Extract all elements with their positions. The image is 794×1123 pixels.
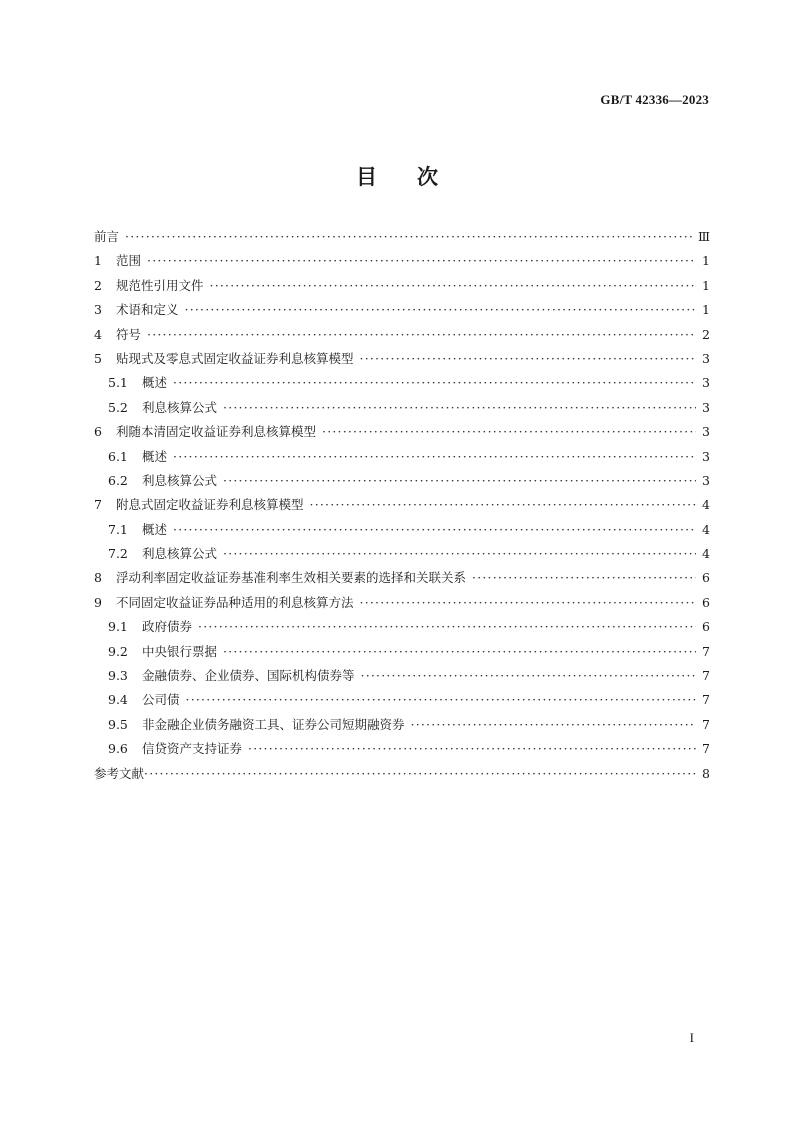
toc-entry-label: 概述: [142, 448, 168, 464]
toc-entry[interactable]: [94, 225, 710, 249]
toc-entry-label: 参考文献: [94, 765, 145, 781]
toc-entry-page: 1: [702, 253, 710, 269]
toc-entry-page: Ⅲ: [697, 229, 710, 244]
toc-entry-label: 术语和定义: [116, 302, 179, 318]
toc-entry-number: 7.2: [108, 546, 128, 562]
toc-entry-page: 3: [702, 424, 710, 440]
toc-entry-label: 概述: [142, 521, 168, 537]
toc-entry-label: 概述: [142, 375, 168, 391]
toc-entry[interactable]: [94, 713, 710, 737]
toc-entry-number: 8: [94, 570, 102, 586]
toc-entry[interactable]: [94, 518, 710, 542]
toc-entry[interactable]: [94, 615, 710, 639]
toc-entry-number: 9.3: [108, 668, 128, 684]
toc-entry[interactable]: [94, 323, 710, 347]
toc-entry[interactable]: [94, 298, 710, 322]
toc-entry[interactable]: [94, 640, 710, 664]
toc-entry-number: 6.1: [108, 448, 128, 464]
table-of-contents: [94, 225, 710, 786]
toc-entry-page: 6: [702, 594, 710, 610]
toc-entry-label: 符号: [116, 326, 142, 342]
toc-entry-page: 7: [702, 643, 710, 659]
toc-entry-number: 9.5: [108, 716, 128, 732]
toc-entry-label: 利随本清固定收益证券利息核算模型: [116, 424, 317, 440]
toc-entry-page: 4: [702, 497, 710, 513]
toc-entry-page: 3: [702, 472, 710, 488]
toc-entry-number: 9.2: [108, 643, 128, 659]
toc-entry-number: 6.2: [108, 472, 128, 488]
dot-leader: [361, 664, 696, 688]
toc-title-char-1: 目: [356, 165, 377, 189]
toc-entry-page: 6: [702, 570, 710, 586]
toc-entry-page: 7: [702, 741, 710, 757]
dot-leader: [198, 615, 696, 639]
toc-entry-number: 5.2: [108, 399, 128, 415]
toc-entry-page: 4: [702, 521, 710, 537]
dot-leader: [310, 493, 696, 517]
toc-entry-number: 4: [94, 326, 102, 342]
standard-code: GB/T 42336—2023: [600, 92, 709, 107]
toc-entry[interactable]: [94, 445, 710, 469]
toc-entry[interactable]: [94, 396, 710, 420]
toc-entry-label: 非金融企业债务融资工具、证券公司短期融资券: [142, 716, 405, 732]
dot-leader: [125, 225, 694, 249]
toc-entry[interactable]: [94, 420, 710, 444]
toc-entry-page: 7: [702, 668, 710, 684]
toc-entry-page: 4: [702, 546, 710, 562]
toc-entry-label: 规范性引用文件: [116, 277, 204, 293]
toc-entry-page: 3: [702, 375, 710, 391]
toc-entry-page: 2: [702, 326, 710, 342]
dot-leader: [248, 737, 696, 761]
toc-entry[interactable]: [94, 493, 710, 517]
toc-entry-number: 2: [94, 277, 102, 293]
toc-entry-page: 6: [702, 619, 710, 635]
toc-entry-label: 信贷资产支持证券: [142, 741, 243, 757]
dot-leader: [411, 713, 696, 737]
dot-leader: [360, 347, 696, 371]
toc-entry-label: 利息核算公式: [142, 399, 218, 415]
toc-entry-page: 3: [702, 448, 710, 464]
dot-leader: [144, 762, 696, 786]
dot-leader: [472, 566, 696, 590]
dot-leader: [210, 274, 696, 298]
toc-entry-page: 7: [702, 716, 710, 732]
toc-entry-number: 3: [94, 302, 102, 318]
toc-entry-label: 前言: [94, 229, 120, 244]
toc-entry[interactable]: [94, 249, 710, 273]
toc-entry-number: 9.4: [108, 692, 128, 708]
dot-leader: [185, 298, 696, 322]
dot-leader: [223, 542, 696, 566]
toc-entry-number: 5.1: [108, 375, 128, 391]
toc-entry[interactable]: [94, 591, 710, 615]
toc-entry-label: 附息式固定收益证券利息核算模型: [116, 497, 304, 513]
toc-entry-label: 利息核算公式: [142, 472, 218, 488]
toc-entry[interactable]: [94, 371, 710, 395]
dot-leader: [322, 420, 696, 444]
toc-entry-number: 6: [94, 424, 102, 440]
toc-entry-label: 金融债券、企业债券、国际机构债券等: [142, 668, 355, 684]
toc-entry-page: 1: [702, 302, 710, 318]
toc-entry[interactable]: [94, 347, 710, 371]
toc-entry-page: 3: [702, 399, 710, 415]
toc-entry-label: 政府债券: [142, 619, 193, 635]
dot-leader: [186, 688, 696, 712]
toc-entry-page: 7: [702, 692, 710, 708]
toc-entry[interactable]: [94, 469, 710, 493]
toc-entry-page: 8: [702, 765, 710, 781]
toc-entry-number: 5: [94, 350, 102, 366]
toc-title-char-2: 次: [417, 165, 438, 189]
toc-entry[interactable]: [94, 664, 710, 688]
dot-leader: [223, 469, 696, 493]
dot-leader: [173, 518, 696, 542]
toc-entry[interactable]: [94, 762, 710, 786]
dot-leader: [223, 640, 696, 664]
toc-entry-label: 利息核算公式: [142, 546, 218, 562]
toc-entry-label: 贴现式及零息式固定收益证券利息核算模型: [116, 350, 354, 366]
toc-entry-label: 浮动利率固定收益证券基准利率生效相关要素的选择和关联关系: [116, 570, 467, 586]
dot-leader: [147, 249, 696, 273]
toc-entry-label: 公司债: [142, 692, 180, 708]
dot-leader: [173, 371, 696, 395]
toc-title: [0, 161, 794, 191]
toc-entry[interactable]: [94, 688, 710, 712]
toc-entry[interactable]: [94, 566, 710, 590]
toc-entry-number: 9.6: [108, 741, 128, 757]
toc-entry[interactable]: [94, 737, 710, 761]
dot-leader: [223, 396, 696, 420]
toc-entry-number: 9: [94, 594, 102, 610]
toc-entry-page: 3: [702, 350, 710, 366]
dot-leader: [173, 445, 696, 469]
toc-entry-label: 不同固定收益证券品种适用的利息核算方法: [116, 594, 354, 610]
dot-leader: [360, 591, 696, 615]
toc-entry[interactable]: [94, 274, 710, 298]
page-number: I: [689, 1030, 694, 1045]
toc-entry-number: 7: [94, 497, 102, 513]
toc-entry[interactable]: [94, 542, 710, 566]
toc-entry-label: 范围: [116, 253, 142, 269]
toc-entry-number: 7.1: [108, 521, 128, 537]
dot-leader: [147, 323, 696, 347]
toc-entry-page: 1: [702, 277, 710, 293]
toc-entry-label: 中央银行票据: [142, 643, 218, 659]
toc-entry-number: 9.1: [108, 619, 128, 635]
toc-entry-number: 1: [94, 253, 102, 269]
